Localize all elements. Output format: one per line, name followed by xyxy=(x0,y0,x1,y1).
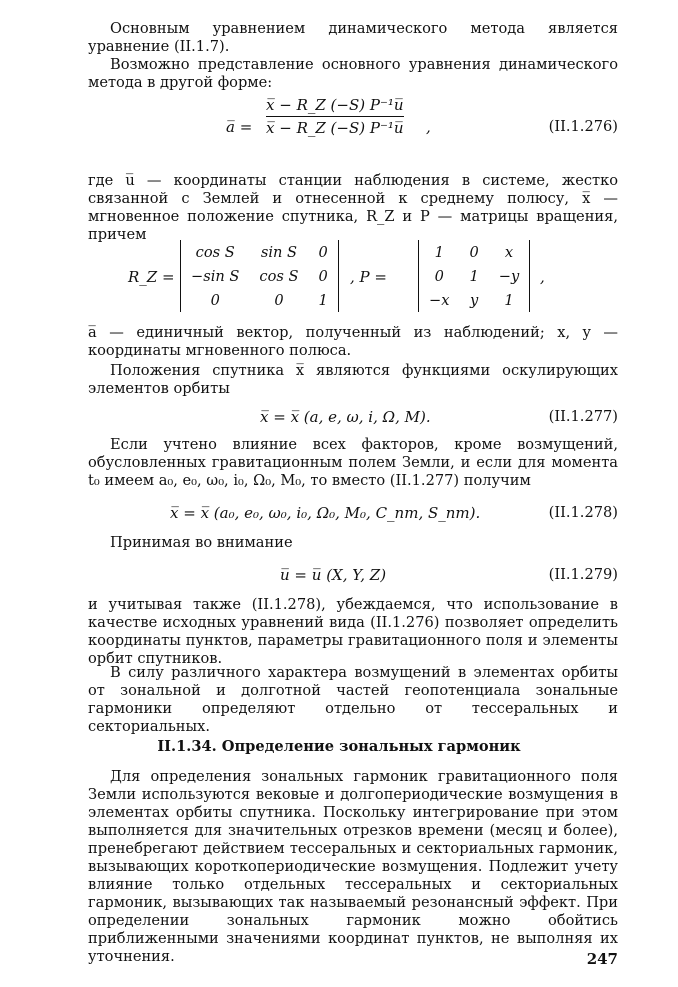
eq276-lhs: a̅ = xyxy=(226,118,253,136)
eq278-formula: x̅ = x̅ (a₀, e₀, ω₀, i₀, Ω₀, M₀, C_nm, S_nm). xyxy=(170,504,481,522)
eq276-numerator: x̅ − R_Z (−S) P⁻¹u̅ xyxy=(266,96,404,114)
matrix-rz-label: R_Z = xyxy=(128,268,175,286)
matrix-cell: cos S xyxy=(259,267,299,285)
paragraph-10: Для определения зональных гармоник гравитационного поля Земли используются вековые и долгопериодические возмущения в элементах орбиты спутника. Поскольку интегрирование при этом выполняется для значительных отрезков времени (месяц и более), пренебрегают действием тессеральных и секториальных гармоник, вызывающих короткопериодические возмущения. Подлежит учету влияние только отдельных тессеральных и секториальных гармоник, вызывающих так называемый резонансный эффект. При определении зональных гармоник можно обойтись приближенными значениями координат пунктов, не выполняя их уточнения. xyxy=(88,768,618,965)
eq277-number: (II.1.277) xyxy=(548,408,618,425)
matrix-row xyxy=(181,288,339,312)
eq279-number: (II.1.279) xyxy=(548,566,618,583)
fraction-bar xyxy=(266,116,404,117)
paragraph-9: В силу различного характера возмущений в элементах орбиты от зональной и долготной частей геопотенциала зональные гармоники определяют отдельно от тессеральных и секториальных. xyxy=(88,664,618,735)
matrix-row xyxy=(419,288,530,312)
matrix-row xyxy=(419,264,530,288)
matrix-cell: 0 xyxy=(274,291,284,309)
matrix-cell: 0 xyxy=(434,267,444,285)
paragraph-1: Основным уравнением динамического метода является уравнение (II.1.7). xyxy=(88,20,618,55)
matrix-cell: cos S xyxy=(195,243,235,261)
matrix-cell: sin S xyxy=(260,243,298,261)
matrix-row xyxy=(181,240,339,264)
paragraph-5: Положения спутника x̅ являются функциями оскулирующих элементов орбиты xyxy=(88,362,618,397)
matrix-cell: 1 xyxy=(434,243,444,261)
page-number: 247 xyxy=(586,950,618,968)
matrix-cell: x xyxy=(504,243,514,261)
matrix-row xyxy=(419,240,530,264)
eq276-denominator: x̅ − R_Z (−S) P⁻¹u̅ xyxy=(266,119,404,137)
matrix-cell: −y xyxy=(498,267,520,285)
matrix-cell: 0 xyxy=(210,291,220,309)
matrix-cell: 0 xyxy=(469,243,479,261)
eq278-number: (II.1.278) xyxy=(548,504,618,521)
matrix-cell: 0 xyxy=(318,243,328,261)
matrix-cell: −sin S xyxy=(191,267,240,285)
paragraph-6: Если учтено влияние всех факторов, кроме возмущений, обусловленных гравитационным полем Земли, и если для момента t₀ имеем a₀, e₀, ω₀, i₀, Ω₀, M₀, то вместо (II.1.277) получим xyxy=(88,436,618,489)
matrix-p-label: , P = xyxy=(350,268,387,286)
paragraph-8: и учитывая также (II.1.278), убеждаемся, что использование в качестве исходных уравнений вида (II.1.276) позволяет определить координаты пунктов, параметры гравитационного поля и элементы орбит спутников. xyxy=(88,596,618,667)
matrix-cell: 1 xyxy=(469,267,479,285)
matrix-p-tail: , xyxy=(540,268,545,286)
section-heading: II.1.34. Определение зональных гармоник xyxy=(157,738,521,755)
matrix-p xyxy=(418,240,530,312)
matrix-cell: y xyxy=(469,291,479,309)
matrix-cell: 1 xyxy=(504,291,514,309)
eq277-formula: x̅ = x̅ (a, e, ω, i, Ω, M). xyxy=(260,408,431,426)
paragraph-2: Возможно представление основного уравнения динамического метода в другой форме: xyxy=(88,56,618,91)
eq276-tail: , xyxy=(426,118,431,136)
matrix-row xyxy=(181,264,339,288)
eq276-number: (II.1.276) xyxy=(548,118,618,135)
eq279-formula: u̅ = u̅ (X, Y, Z) xyxy=(280,566,387,584)
paragraph-7: Принимая во внимание xyxy=(110,534,293,551)
matrix-cell: −x xyxy=(429,291,450,309)
matrix-rz xyxy=(180,240,339,312)
paragraph-4: a̅ — единичный вектор, полученный из наблюдений; x, y — координаты мгновенного полюса. xyxy=(88,324,618,359)
matrix-cell: 1 xyxy=(318,291,328,309)
matrix-cell: 0 xyxy=(318,267,328,285)
paragraph-3: где u̅ — координаты станции наблюдения в системе, жестко связанной с Землей и отнесенной к среднему полюсу, x̅ — мгновенное положение спутника, R_Z и P — матрицы вращения, причем xyxy=(88,172,618,243)
eq276-fraction xyxy=(266,96,404,137)
